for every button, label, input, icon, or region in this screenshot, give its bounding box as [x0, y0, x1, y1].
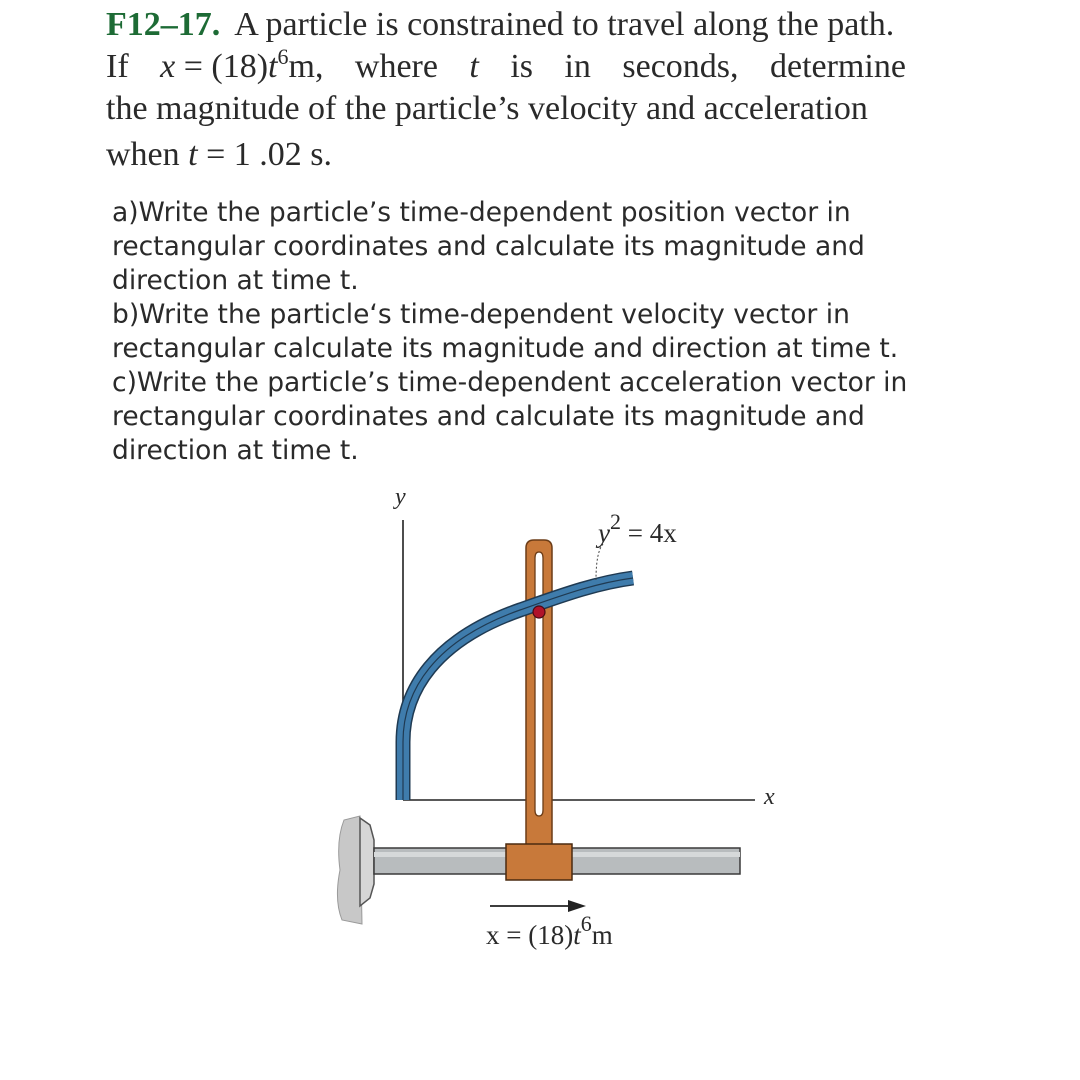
mechanism-diagram — [300, 480, 820, 960]
y-axis-label: y — [395, 484, 406, 510]
wall-bracket — [360, 818, 374, 906]
word-seconds: seconds, — [622, 48, 739, 85]
question-line: direction at time t. — [112, 265, 359, 296]
word-in: in — [564, 48, 591, 85]
leader-line — [596, 544, 603, 580]
word-where: where — [354, 48, 438, 85]
problem-line-1-text: A particle is constrained to travel along the path. — [234, 6, 895, 43]
problem-line-1 — [106, 4, 986, 46]
problem-line-3: the magnitude of the particle’s velocity and acceleration — [106, 90, 868, 127]
question-line: a)Write the particle’s time-dependent position vector in — [112, 197, 851, 228]
equation-x: $x = (18)t^6m$, — [160, 44, 324, 85]
word-determine: determine — [769, 48, 906, 85]
wall — [337, 816, 362, 924]
question-line: rectangular coordinates and calculate its magnitude and — [112, 231, 865, 262]
particle — [533, 606, 545, 618]
problem-line-2 — [106, 46, 906, 88]
collar — [506, 844, 572, 880]
question-line: direction at time t. — [112, 435, 359, 466]
arm-slot — [535, 552, 543, 816]
problem-number: F12–17. — [106, 6, 221, 43]
word-is: is — [510, 48, 534, 85]
var-t: t — [469, 48, 479, 85]
question-list — [112, 196, 1012, 468]
path-equation: $y^2 = 4x$ — [598, 509, 677, 548]
problem-statement — [106, 4, 986, 176]
question-line: c)Write the particle’s time-dependent acceleration vector in — [112, 367, 908, 398]
question-line: rectangular calculate its magnitude and direction at time t. — [112, 333, 899, 364]
question-line: rectangular coordinates and calculate its magnitude and — [112, 401, 865, 432]
question-line: b)Write the particle‘s time-dependent velocity vector in — [112, 299, 850, 330]
path-tube-centerline — [403, 578, 633, 800]
x-axis-label: x — [764, 784, 775, 810]
mechanism-figure — [300, 480, 820, 960]
problem-line-4: when t = 1 .02 s. — [106, 136, 333, 173]
word-if: If — [106, 48, 129, 85]
motion-equation: $x = (18)t^6m$ — [486, 911, 613, 950]
